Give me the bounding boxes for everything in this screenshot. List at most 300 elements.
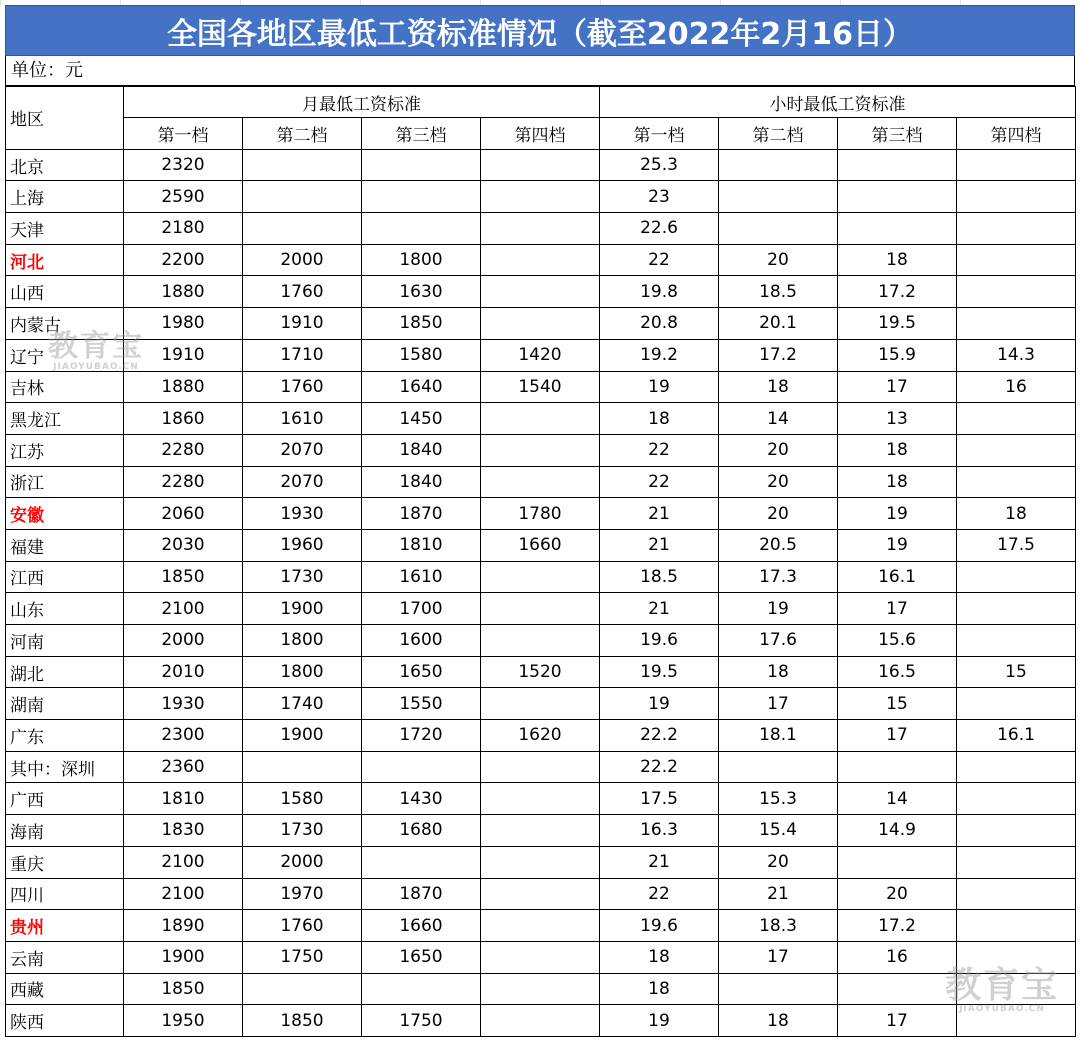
monthly-tier-1-cell: 1880 bbox=[124, 276, 243, 308]
region-cell: 上海 bbox=[6, 181, 124, 213]
hourly-tier-2-cell: 17.3 bbox=[719, 561, 838, 593]
region-cell: 湖北 bbox=[6, 656, 124, 688]
wage-table bbox=[5, 86, 1076, 1037]
hourly-tier-1-cell: 21 bbox=[600, 498, 719, 530]
monthly-tier-1-cell: 2180 bbox=[124, 213, 243, 245]
monthly-tier-4-cell bbox=[481, 149, 600, 181]
monthly-tier-3-cell: 1550 bbox=[362, 688, 481, 720]
hourly-tier-3-cell: 15.9 bbox=[838, 339, 957, 371]
table-row bbox=[6, 371, 1076, 403]
monthly-tier-2-cell: 1900 bbox=[243, 593, 362, 625]
region-cell: 天津 bbox=[6, 213, 124, 245]
hourly-tier-2-cell: 18.5 bbox=[719, 276, 838, 308]
hourly-tier-4-cell bbox=[957, 878, 1076, 910]
monthly-tier-2-cell: 1760 bbox=[243, 910, 362, 942]
hourly-tier-2-cell: 20 bbox=[719, 498, 838, 530]
table-row bbox=[6, 910, 1076, 942]
region-cell: 四川 bbox=[6, 878, 124, 910]
hourly-tier-2-cell: 20 bbox=[719, 846, 838, 878]
hourly-tier-1-cell: 20.8 bbox=[600, 308, 719, 340]
hourly-tier-1-cell: 22 bbox=[600, 244, 719, 276]
region-header: 地区 bbox=[6, 87, 124, 150]
group-header-row bbox=[6, 87, 1076, 118]
monthly-tier-3-cell: 1850 bbox=[362, 308, 481, 340]
monthly-tier-2-cell: 1760 bbox=[243, 276, 362, 308]
table-row bbox=[6, 181, 1076, 213]
wage-table-body bbox=[6, 149, 1076, 1036]
hourly-tier-3-cell: 17 bbox=[838, 1005, 957, 1037]
hourly-tier-3-cell: 17 bbox=[838, 371, 957, 403]
monthly-tier-2-cell: 1900 bbox=[243, 720, 362, 752]
monthly-tier-2-cell: 2070 bbox=[243, 434, 362, 466]
hourly-tier-3-cell: 17.2 bbox=[838, 910, 957, 942]
hourly-tier-1-cell: 19.2 bbox=[600, 339, 719, 371]
monthly-tier-3-cell: 1630 bbox=[362, 276, 481, 308]
table-row bbox=[6, 878, 1076, 910]
monthly-tier-3-cell: 1680 bbox=[362, 815, 481, 847]
monthly-tier-4-cell bbox=[481, 878, 600, 910]
region-cell: 江苏 bbox=[6, 434, 124, 466]
monthly-tier-4-cell bbox=[481, 181, 600, 213]
hourly-tier-3-cell bbox=[838, 973, 957, 1005]
monthly-tier-3-cell: 1870 bbox=[362, 878, 481, 910]
hourly-tier-3-cell: 15.6 bbox=[838, 625, 957, 657]
hourly-tier-2-cell: 17 bbox=[719, 688, 838, 720]
hourly-tier-4-cell bbox=[957, 815, 1076, 847]
monthly-tier-3-cell: 1610 bbox=[362, 561, 481, 593]
monthly-tier-2-cell: 1910 bbox=[243, 308, 362, 340]
region-cell: 其中：深圳 bbox=[6, 751, 124, 783]
table-row bbox=[6, 498, 1076, 530]
hourly-tier-2-header: 第二档 bbox=[719, 118, 838, 150]
hourly-tier-4-cell bbox=[957, 751, 1076, 783]
hourly-tier-3-cell: 19.5 bbox=[838, 308, 957, 340]
region-cell: 海南 bbox=[6, 815, 124, 847]
hourly-tier-1-cell: 22 bbox=[600, 466, 719, 498]
monthly-tier-2-cell: 1760 bbox=[243, 371, 362, 403]
hourly-tier-1-cell: 22 bbox=[600, 434, 719, 466]
monthly-tier-2-header: 第二档 bbox=[243, 118, 362, 150]
monthly-tier-1-cell: 1890 bbox=[124, 910, 243, 942]
monthly-tier-1-cell: 2000 bbox=[124, 625, 243, 657]
monthly-tier-2-cell bbox=[243, 751, 362, 783]
monthly-tier-4-cell bbox=[481, 941, 600, 973]
monthly-tier-1-cell: 1930 bbox=[124, 688, 243, 720]
monthly-tier-2-cell bbox=[243, 149, 362, 181]
monthly-tier-1-cell: 1900 bbox=[124, 941, 243, 973]
monthly-tier-2-cell: 1750 bbox=[243, 941, 362, 973]
monthly-tier-3-cell: 1870 bbox=[362, 498, 481, 530]
region-cell: 贵州 bbox=[6, 910, 124, 942]
hourly-tier-2-cell: 20 bbox=[719, 434, 838, 466]
region-cell: 福建 bbox=[6, 529, 124, 561]
hourly-tier-4-cell bbox=[957, 308, 1076, 340]
monthly-tier-4-cell bbox=[481, 403, 600, 435]
monthly-tier-3-cell: 1720 bbox=[362, 720, 481, 752]
monthly-tier-2-cell: 1970 bbox=[243, 878, 362, 910]
hourly-tier-1-cell: 18.5 bbox=[600, 561, 719, 593]
watermark-text: 教育宝 bbox=[48, 329, 144, 364]
hourly-tier-4-cell: 17.5 bbox=[957, 529, 1076, 561]
monthly-tier-3-cell: 1640 bbox=[362, 371, 481, 403]
table-row bbox=[6, 688, 1076, 720]
hourly-tier-1-cell: 22.2 bbox=[600, 751, 719, 783]
hourly-tier-3-cell: 15 bbox=[838, 688, 957, 720]
region-cell: 西藏 bbox=[6, 973, 124, 1005]
hourly-tier-3-cell: 20 bbox=[838, 878, 957, 910]
monthly-tier-4-cell bbox=[481, 593, 600, 625]
monthly-tier-2-cell: 1850 bbox=[243, 1005, 362, 1037]
monthly-tier-4-cell bbox=[481, 625, 600, 657]
hourly-tier-2-cell: 17.6 bbox=[719, 625, 838, 657]
hourly-tier-1-cell: 25.3 bbox=[600, 149, 719, 181]
region-cell: 广西 bbox=[6, 783, 124, 815]
table-row bbox=[6, 720, 1076, 752]
hourly-tier-3-cell: 14 bbox=[838, 783, 957, 815]
region-cell: 山西 bbox=[6, 276, 124, 308]
monthly-tier-2-cell: 1960 bbox=[243, 529, 362, 561]
monthly-tier-3-cell: 1650 bbox=[362, 656, 481, 688]
region-cell: 辽宁 bbox=[6, 339, 124, 371]
table-row bbox=[6, 276, 1076, 308]
monthly-tier-3-cell: 1660 bbox=[362, 910, 481, 942]
monthly-tier-2-cell bbox=[243, 213, 362, 245]
monthly-tier-1-cell: 2060 bbox=[124, 498, 243, 530]
monthly-tier-1-cell: 2280 bbox=[124, 434, 243, 466]
monthly-tier-4-cell bbox=[481, 1005, 600, 1037]
monthly-tier-1-cell: 1830 bbox=[124, 815, 243, 847]
table-row bbox=[6, 751, 1076, 783]
monthly-tier-1-cell: 2300 bbox=[124, 720, 243, 752]
monthly-tier-3-cell: 1810 bbox=[362, 529, 481, 561]
monthly-tier-4-cell bbox=[481, 244, 600, 276]
monthly-tier-1-cell: 2010 bbox=[124, 656, 243, 688]
hourly-tier-1-cell: 21 bbox=[600, 593, 719, 625]
monthly-tier-2-cell: 2000 bbox=[243, 244, 362, 276]
hourly-tier-2-cell: 17 bbox=[719, 941, 838, 973]
monthly-tier-4-cell bbox=[481, 973, 600, 1005]
table-row bbox=[6, 973, 1076, 1005]
monthly-tier-3-cell: 1430 bbox=[362, 783, 481, 815]
monthly-tier-3-cell bbox=[362, 213, 481, 245]
monthly-tier-1-cell: 1910 bbox=[124, 339, 243, 371]
hourly-tier-3-cell bbox=[838, 181, 957, 213]
monthly-tier-4-cell bbox=[481, 846, 600, 878]
table-row bbox=[6, 149, 1076, 181]
hourly-tier-2-cell: 20 bbox=[719, 244, 838, 276]
watermark-subtext: JIAOYUBAO.CN bbox=[53, 362, 139, 372]
region-cell: 山东 bbox=[6, 593, 124, 625]
hourly-tier-4-cell bbox=[957, 244, 1076, 276]
hourly-tier-4-cell bbox=[957, 1005, 1076, 1037]
hourly-tier-4-cell bbox=[957, 941, 1076, 973]
monthly-tier-4-cell: 1620 bbox=[481, 720, 600, 752]
table-row bbox=[6, 339, 1076, 371]
hourly-tier-4-cell bbox=[957, 403, 1076, 435]
monthly-tier-2-cell: 2070 bbox=[243, 466, 362, 498]
monthly-tier-3-cell: 1580 bbox=[362, 339, 481, 371]
monthly-tier-4-cell bbox=[481, 308, 600, 340]
hourly-tier-3-cell bbox=[838, 213, 957, 245]
table-row bbox=[6, 403, 1076, 435]
monthly-tier-1-cell: 2360 bbox=[124, 751, 243, 783]
monthly-tier-4-cell bbox=[481, 276, 600, 308]
table-row bbox=[6, 308, 1076, 340]
hourly-tier-2-cell: 15.4 bbox=[719, 815, 838, 847]
hourly-tier-4-cell bbox=[957, 973, 1076, 1005]
hourly-tier-2-cell: 18 bbox=[719, 371, 838, 403]
monthly-tier-2-cell: 1730 bbox=[243, 815, 362, 847]
hourly-tier-2-cell: 21 bbox=[719, 878, 838, 910]
region-cell: 河南 bbox=[6, 625, 124, 657]
monthly-tier-1-cell: 2590 bbox=[124, 181, 243, 213]
hourly-tier-2-cell: 20 bbox=[719, 466, 838, 498]
hourly-tier-2-cell: 18 bbox=[719, 656, 838, 688]
hourly-tier-2-cell bbox=[719, 181, 838, 213]
monthly-tier-4-cell bbox=[481, 815, 600, 847]
hourly-tier-1-cell: 19.6 bbox=[600, 910, 719, 942]
monthly-tier-2-cell: 1930 bbox=[243, 498, 362, 530]
monthly-tier-4-cell bbox=[481, 910, 600, 942]
monthly-tier-3-cell bbox=[362, 846, 481, 878]
hourly-tier-2-cell: 18 bbox=[719, 1005, 838, 1037]
monthly-tier-1-cell: 1850 bbox=[124, 973, 243, 1005]
watermark-subtext: JIAOYUBAO.CN bbox=[959, 1004, 1045, 1014]
monthly-tier-1-cell: 2030 bbox=[124, 529, 243, 561]
hourly-tier-4-cell: 16 bbox=[957, 371, 1076, 403]
region-cell: 云南 bbox=[6, 941, 124, 973]
hourly-tier-3-cell: 17 bbox=[838, 720, 957, 752]
hourly-tier-4-cell bbox=[957, 688, 1076, 720]
hourly-tier-3-cell: 14.9 bbox=[838, 815, 957, 847]
hourly-tier-3-cell: 16.1 bbox=[838, 561, 957, 593]
hourly-tier-3-cell bbox=[838, 751, 957, 783]
region-cell: 黑龙江 bbox=[6, 403, 124, 435]
hourly-tier-1-cell: 18 bbox=[600, 941, 719, 973]
monthly-tier-3-cell: 1650 bbox=[362, 941, 481, 973]
monthly-group-header: 月最低工资标准 bbox=[124, 87, 600, 118]
hourly-tier-1-cell: 19 bbox=[600, 371, 719, 403]
monthly-tier-3-cell: 1750 bbox=[362, 1005, 481, 1037]
hourly-tier-1-cell: 19.6 bbox=[600, 625, 719, 657]
monthly-tier-4-cell bbox=[481, 466, 600, 498]
hourly-tier-2-cell bbox=[719, 213, 838, 245]
monthly-tier-3-cell bbox=[362, 149, 481, 181]
monthly-tier-3-cell: 1600 bbox=[362, 625, 481, 657]
hourly-tier-1-cell: 19.5 bbox=[600, 656, 719, 688]
monthly-tier-2-cell: 1740 bbox=[243, 688, 362, 720]
hourly-tier-1-cell: 22 bbox=[600, 878, 719, 910]
table-row bbox=[6, 529, 1076, 561]
hourly-tier-2-cell: 20.5 bbox=[719, 529, 838, 561]
monthly-tier-3-cell: 1700 bbox=[362, 593, 481, 625]
hourly-tier-3-cell: 13 bbox=[838, 403, 957, 435]
hourly-tier-2-cell: 18.3 bbox=[719, 910, 838, 942]
hourly-tier-1-cell: 19 bbox=[600, 688, 719, 720]
region-cell: 重庆 bbox=[6, 846, 124, 878]
hourly-tier-3-cell: 18 bbox=[838, 466, 957, 498]
monthly-tier-4-cell bbox=[481, 688, 600, 720]
hourly-tier-4-cell: 18 bbox=[957, 498, 1076, 530]
monthly-tier-3-cell: 1450 bbox=[362, 403, 481, 435]
tier-header-row bbox=[6, 118, 1076, 150]
hourly-tier-1-header: 第一档 bbox=[600, 118, 719, 150]
monthly-tier-2-cell: 1710 bbox=[243, 339, 362, 371]
table-row bbox=[6, 656, 1076, 688]
hourly-tier-4-cell bbox=[957, 783, 1076, 815]
hourly-tier-2-cell bbox=[719, 149, 838, 181]
monthly-tier-4-header: 第四档 bbox=[481, 118, 600, 150]
hourly-tier-4-cell bbox=[957, 593, 1076, 625]
hourly-tier-4-cell: 14.3 bbox=[957, 339, 1076, 371]
hourly-tier-3-cell bbox=[838, 149, 957, 181]
monthly-tier-3-cell: 1840 bbox=[362, 434, 481, 466]
table-row bbox=[6, 244, 1076, 276]
hourly-tier-3-cell: 18 bbox=[838, 434, 957, 466]
table-row bbox=[6, 213, 1076, 245]
hourly-tier-1-cell: 16.3 bbox=[600, 815, 719, 847]
region-cell: 广东 bbox=[6, 720, 124, 752]
monthly-tier-4-cell: 1780 bbox=[481, 498, 600, 530]
hourly-tier-3-cell: 16.5 bbox=[838, 656, 957, 688]
hourly-tier-4-cell bbox=[957, 625, 1076, 657]
table-row bbox=[6, 466, 1076, 498]
hourly-tier-4-cell bbox=[957, 213, 1076, 245]
monthly-tier-1-cell: 1860 bbox=[124, 403, 243, 435]
table-row bbox=[6, 815, 1076, 847]
hourly-group-header: 小时最低工资标准 bbox=[600, 87, 1076, 118]
monthly-tier-1-cell: 2100 bbox=[124, 878, 243, 910]
region-cell: 北京 bbox=[6, 149, 124, 181]
hourly-tier-3-cell: 18 bbox=[838, 244, 957, 276]
watermark-text: 教育宝 bbox=[945, 965, 1060, 1006]
hourly-tier-4-header: 第四档 bbox=[957, 118, 1076, 150]
hourly-tier-1-cell: 21 bbox=[600, 529, 719, 561]
table-row bbox=[6, 846, 1076, 878]
monthly-tier-1-cell: 1850 bbox=[124, 561, 243, 593]
hourly-tier-4-cell: 15 bbox=[957, 656, 1076, 688]
hourly-tier-2-cell bbox=[719, 973, 838, 1005]
monthly-tier-2-cell: 1800 bbox=[243, 656, 362, 688]
hourly-tier-3-cell: 17.2 bbox=[838, 276, 957, 308]
table-row bbox=[6, 1005, 1076, 1037]
monthly-tier-3-cell: 1840 bbox=[362, 466, 481, 498]
region-cell: 陕西 bbox=[6, 1005, 124, 1037]
table-row bbox=[6, 941, 1076, 973]
monthly-tier-2-cell: 2000 bbox=[243, 846, 362, 878]
monthly-tier-1-cell: 2100 bbox=[124, 846, 243, 878]
hourly-tier-4-cell bbox=[957, 846, 1076, 878]
table-row bbox=[6, 593, 1076, 625]
hourly-tier-1-cell: 18 bbox=[600, 403, 719, 435]
table-row bbox=[6, 561, 1076, 593]
monthly-tier-2-cell: 1610 bbox=[243, 403, 362, 435]
monthly-tier-1-cell: 1880 bbox=[124, 371, 243, 403]
hourly-tier-4-cell: 16.1 bbox=[957, 720, 1076, 752]
monthly-tier-4-cell: 1540 bbox=[481, 371, 600, 403]
monthly-tier-2-cell bbox=[243, 181, 362, 213]
region-cell: 吉林 bbox=[6, 371, 124, 403]
hourly-tier-1-cell: 18 bbox=[600, 973, 719, 1005]
hourly-tier-1-cell: 19.8 bbox=[600, 276, 719, 308]
table-row bbox=[6, 783, 1076, 815]
monthly-tier-4-cell bbox=[481, 783, 600, 815]
hourly-tier-4-cell bbox=[957, 466, 1076, 498]
hourly-tier-4-cell bbox=[957, 910, 1076, 942]
monthly-tier-4-cell: 1520 bbox=[481, 656, 600, 688]
hourly-tier-3-cell bbox=[838, 846, 957, 878]
region-cell: 安徽 bbox=[6, 498, 124, 530]
monthly-tier-4-cell bbox=[481, 561, 600, 593]
hourly-tier-1-cell: 22.6 bbox=[600, 213, 719, 245]
hourly-tier-1-cell: 17.5 bbox=[600, 783, 719, 815]
monthly-tier-3-cell: 1800 bbox=[362, 244, 481, 276]
monthly-tier-2-cell: 1730 bbox=[243, 561, 362, 593]
hourly-tier-3-cell: 19 bbox=[838, 529, 957, 561]
hourly-tier-2-cell: 15.3 bbox=[719, 783, 838, 815]
monthly-tier-1-cell: 2280 bbox=[124, 466, 243, 498]
monthly-tier-1-cell: 2200 bbox=[124, 244, 243, 276]
monthly-tier-4-cell bbox=[481, 434, 600, 466]
monthly-tier-3-header: 第三档 bbox=[362, 118, 481, 150]
hourly-tier-2-cell: 18.1 bbox=[719, 720, 838, 752]
hourly-tier-1-cell: 22.2 bbox=[600, 720, 719, 752]
hourly-tier-4-cell bbox=[957, 434, 1076, 466]
monthly-tier-3-cell bbox=[362, 973, 481, 1005]
hourly-tier-2-cell bbox=[719, 751, 838, 783]
hourly-tier-4-cell bbox=[957, 149, 1076, 181]
monthly-tier-4-cell: 1420 bbox=[481, 339, 600, 371]
hourly-tier-2-cell: 17.2 bbox=[719, 339, 838, 371]
unit-label: 单位：元 bbox=[5, 56, 1075, 86]
region-cell: 湖南 bbox=[6, 688, 124, 720]
hourly-tier-3-header: 第三档 bbox=[838, 118, 957, 150]
hourly-tier-3-cell: 17 bbox=[838, 593, 957, 625]
table-title: 全国各地区最低工资标准情况（截至2022年2月16日） bbox=[5, 5, 1075, 56]
hourly-tier-3-cell: 16 bbox=[838, 941, 957, 973]
hourly-tier-4-cell bbox=[957, 181, 1076, 213]
monthly-tier-4-cell bbox=[481, 213, 600, 245]
region-cell: 江西 bbox=[6, 561, 124, 593]
hourly-tier-2-cell: 14 bbox=[719, 403, 838, 435]
hourly-tier-4-cell bbox=[957, 276, 1076, 308]
monthly-tier-1-cell: 2320 bbox=[124, 149, 243, 181]
table-row bbox=[6, 625, 1076, 657]
monthly-tier-3-cell bbox=[362, 181, 481, 213]
region-cell: 内蒙古 bbox=[6, 308, 124, 340]
table-row bbox=[6, 434, 1076, 466]
region-cell: 河北 bbox=[6, 244, 124, 276]
monthly-tier-1-cell: 1980 bbox=[124, 308, 243, 340]
monthly-tier-1-cell: 1950 bbox=[124, 1005, 243, 1037]
hourly-tier-1-cell: 19 bbox=[600, 1005, 719, 1037]
hourly-tier-4-cell bbox=[957, 561, 1076, 593]
monthly-tier-1-header: 第一档 bbox=[124, 118, 243, 150]
monthly-tier-3-cell bbox=[362, 751, 481, 783]
monthly-tier-2-cell: 1800 bbox=[243, 625, 362, 657]
monthly-tier-1-cell: 2100 bbox=[124, 593, 243, 625]
monthly-tier-1-cell: 1810 bbox=[124, 783, 243, 815]
monthly-tier-2-cell bbox=[243, 973, 362, 1005]
hourly-tier-1-cell: 23 bbox=[600, 181, 719, 213]
hourly-tier-2-cell: 19 bbox=[719, 593, 838, 625]
hourly-tier-3-cell: 19 bbox=[838, 498, 957, 530]
monthly-tier-4-cell bbox=[481, 751, 600, 783]
monthly-tier-4-cell: 1660 bbox=[481, 529, 600, 561]
monthly-tier-2-cell: 1580 bbox=[243, 783, 362, 815]
hourly-tier-2-cell: 20.1 bbox=[719, 308, 838, 340]
hourly-tier-1-cell: 21 bbox=[600, 846, 719, 878]
